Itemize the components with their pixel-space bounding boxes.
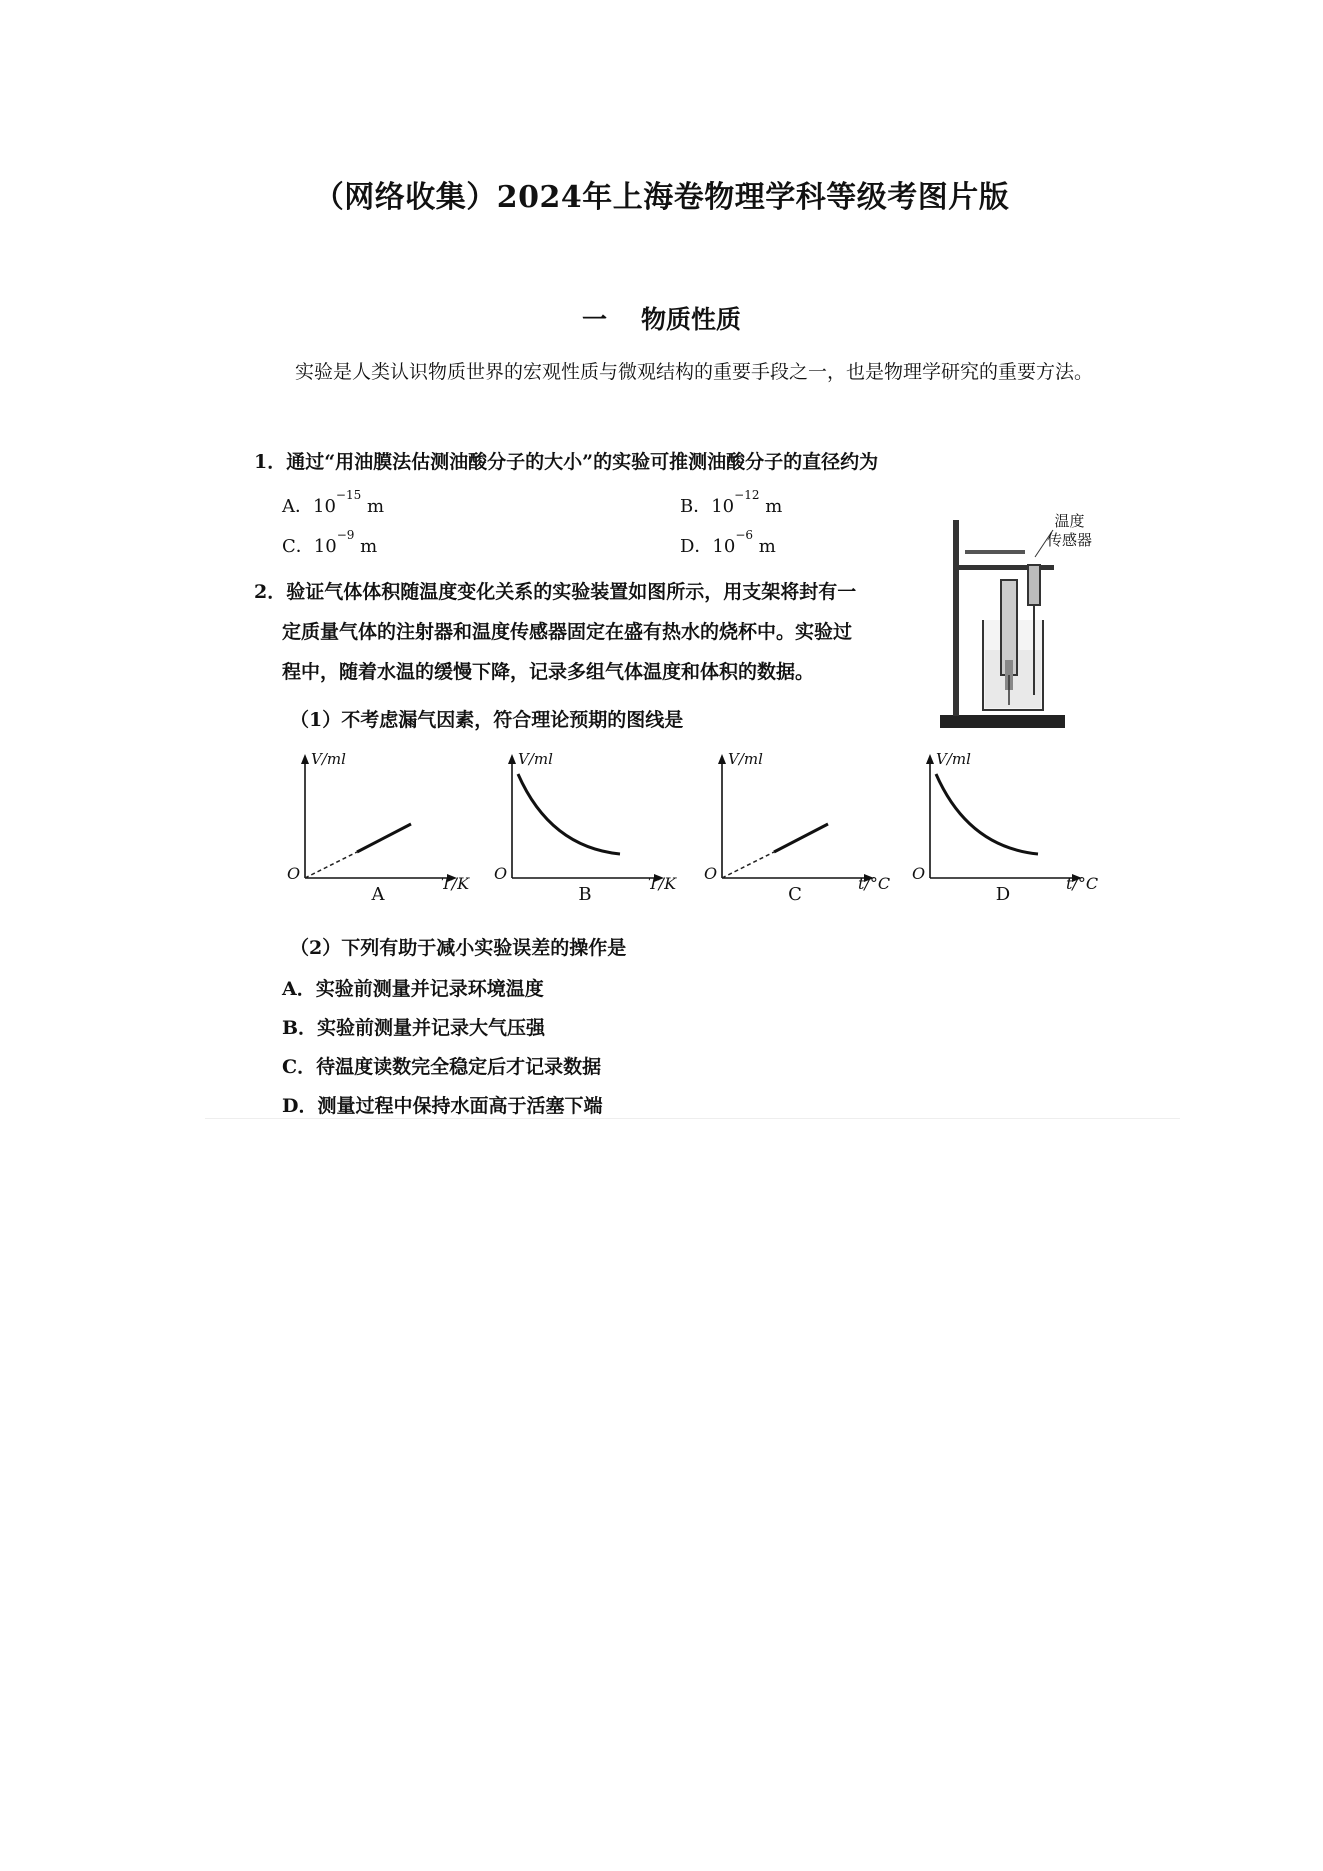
section-name: 物质性质 (641, 305, 742, 334)
extrapolation-dashed-line (305, 852, 357, 878)
graph-a-origin: O (287, 864, 301, 883)
graph-b (490, 752, 690, 922)
question-1-stem: 1．通过“用油膜法估测油酸分子的大小”的实验可推测油酸分子的直径约为 (254, 451, 879, 473)
data-curve (936, 774, 1038, 854)
question-2-sub-2: （2）下列有助于减小实验误差的操作是 (290, 937, 627, 959)
graph-b-letter: B (578, 884, 592, 905)
graph-a-xlabel: T/K (441, 874, 470, 893)
q2-sub2-option-a: A．实验前测量并记录环境温度 (282, 978, 544, 1000)
graph-b-xlabel: T/K (648, 874, 677, 893)
y-axis-arrow (718, 754, 726, 764)
graph-c-plot (700, 752, 900, 887)
graph-c-letter: C (788, 884, 802, 905)
y-axis-arrow (926, 754, 934, 764)
graph-a-plot (283, 752, 483, 887)
graph-d-plot (908, 752, 1108, 887)
q2-sub2-option-d: D．测量过程中保持水面高于活塞下端 (282, 1095, 603, 1117)
graph-d-letter: D (995, 884, 1011, 905)
graph-a-ylabel: V/ml (311, 750, 346, 768)
q1-option-b-base: B．10 (680, 496, 735, 517)
q1-option-c-base: C．10 (282, 536, 337, 557)
graph-a-letter: A (371, 884, 385, 905)
question-2-stem-line-2: 定质量气体的注射器和温度传感器固定在盛有热水的烧杯中。实验过 (282, 621, 853, 643)
q2-sub2-option-c: C．待温度读数完全稳定后才记录数据 (282, 1056, 602, 1078)
q1-option-b-unit: m (759, 496, 783, 517)
q1-option-c (282, 528, 378, 558)
graph-c-ylabel: V/ml (728, 750, 763, 768)
graph-b-plot (490, 752, 690, 887)
q1-option-a (282, 488, 385, 518)
q1-option-a-unit: m (361, 496, 385, 517)
q1-option-d-base: D．10 (680, 536, 736, 557)
y-axis-arrow (508, 754, 516, 764)
data-curve (518, 774, 620, 854)
extrapolation-dashed-line (722, 852, 774, 878)
data-line (357, 824, 411, 852)
graph-c-origin: O (704, 864, 718, 883)
graph-b-ylabel: V/ml (518, 750, 553, 768)
document-title: （网络收集）2024年上海卷物理学科等级考图片版 (313, 180, 1010, 215)
q1-option-c-exponent: −9 (336, 528, 355, 542)
q1-option-c-unit: m (354, 536, 378, 557)
q2-sub2-option-b: B．实验前测量并记录大气压强 (282, 1017, 546, 1039)
y-axis-arrow (301, 754, 309, 764)
section-heading (0, 300, 1323, 336)
graph-d-xlabel: t/°C (1066, 874, 1099, 893)
q1-option-b-exponent: −12 (734, 488, 760, 502)
q1-option-b (680, 488, 783, 518)
apparatus-label-line-2: 传感器 (1047, 531, 1093, 549)
apparatus-label-line-1: 温度 (1054, 512, 1085, 530)
question-2-stem-line-3: 程中，随着水温的缓慢下降，记录多组气体温度和体积的数据。 (282, 661, 815, 683)
q1-option-d-exponent: −6 (735, 528, 754, 542)
question-2-sub-1: （1）不考虑漏气因素，符合理论预期的图线是 (290, 709, 684, 731)
q1-option-d (680, 528, 776, 558)
graph-c-xlabel: t/°C (858, 874, 891, 893)
graph-d (908, 752, 1108, 922)
q1-option-a-base: A．10 (282, 496, 336, 517)
apparatus-label (1047, 512, 1092, 550)
graph-b-origin: O (494, 864, 508, 883)
intro-paragraph: 实验是人类认识物质世界的宏观性质与微观结构的重要手段之一，也是物理学研究的重要方法。 (295, 361, 1094, 383)
bottom-divider (205, 1118, 1180, 1119)
data-line (774, 824, 828, 852)
q1-option-d-unit: m (753, 536, 776, 557)
graph-d-origin: O (912, 864, 926, 883)
question-2-stem-line-1: 2．验证气体体积随温度变化关系的实验装置如图所示，用支架将封有一 (254, 581, 857, 603)
graph-d-ylabel: V/ml (936, 750, 971, 768)
graph-c (700, 752, 900, 922)
q1-option-a-exponent: −15 (335, 488, 362, 502)
section-number: 一 (581, 305, 607, 334)
graph-a (283, 752, 483, 922)
apparatus-figure (935, 510, 1105, 735)
